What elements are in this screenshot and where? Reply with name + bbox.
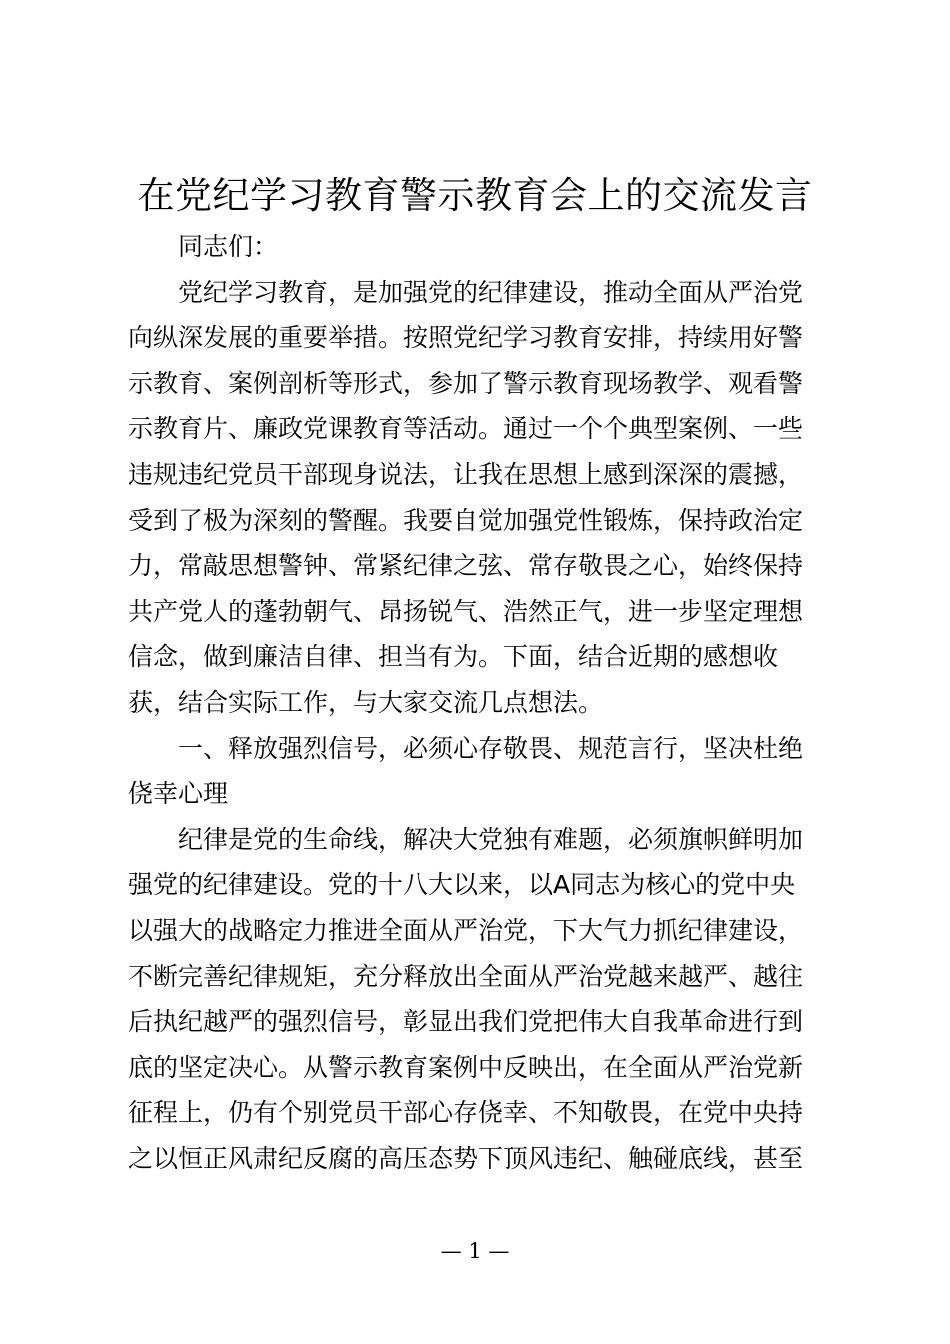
text-line: 受到了极为深刻的警醒。我要自觉加强党性锻炼，保持政治定	[128, 505, 804, 535]
text-line: 强党的纪律建设。党的十八大以来，以A同志为核心的党中央	[128, 870, 796, 900]
text-line: 获，结合实际工作，与大家交流几点想法。	[128, 687, 604, 717]
document-body	[128, 224, 818, 1181]
text-line: 不断完善纪律规矩，充分释放出全面从严治党越来越严、越往	[128, 961, 804, 991]
text-line: 侥幸心理	[128, 779, 229, 809]
text-line: 共产党人的蓬勃朝气、昂扬锐气、浩然正气，进一步坚定理想	[128, 596, 804, 626]
text-line: 信念，做到廉洁自律、担当有为。下面，结合近期的感想收	[128, 642, 779, 672]
text-line: 向纵深发展的重要举措。按照党纪学习教育安排，持续用好警	[128, 323, 804, 353]
text-line: 力，常敲思想警钟、常紧纪律之弦、常存敬畏之心，始终保持	[128, 551, 804, 581]
text-line: 底的坚定决心。从警示教育案例中反映出，在全面从严治党新	[128, 1052, 804, 1082]
text-line: 示教育、案例剖析等形式，参加了警示教育现场教学、观看警	[128, 368, 804, 398]
text-line: 党纪学习教育，是加强党的纪律建设，推动全面从严治党	[178, 277, 804, 307]
text-line: 一、释放强烈信号，必须心存敬畏、规范言行，坚决杜绝	[178, 733, 804, 763]
text-line: 纪律是党的生命线，解决大党独有难题，必须旗帜鲜明加	[178, 824, 804, 854]
text-line: 以强大的战略定力推进全面从严治党，下大气力抓纪律建设，	[128, 915, 804, 945]
page-number: — 1 —	[440, 1239, 510, 1263]
text-line: 示教育片、廉政党课教育等活动。通过一个个典型案例、一些	[128, 414, 804, 444]
text-line: 同志们：	[178, 232, 279, 261]
text-line: 征程上，仍有个别党员干部心存侥幸、不知敬畏，在党中央持	[128, 1098, 804, 1128]
text-line: 后执纪越严的强烈信号，彰显出我们党把伟大自我革命进行到	[128, 1007, 804, 1037]
text-line: 违规违纪党员干部现身说法，让我在思想上感到深深的震撼，	[128, 459, 804, 489]
document-title: 在党纪学习教育警示教育会上的交流发言	[137, 174, 813, 217]
text-line: 之以恒正风肃纪反腐的高压态势下顶风违纪、触碰底线，甚至	[128, 1143, 804, 1173]
